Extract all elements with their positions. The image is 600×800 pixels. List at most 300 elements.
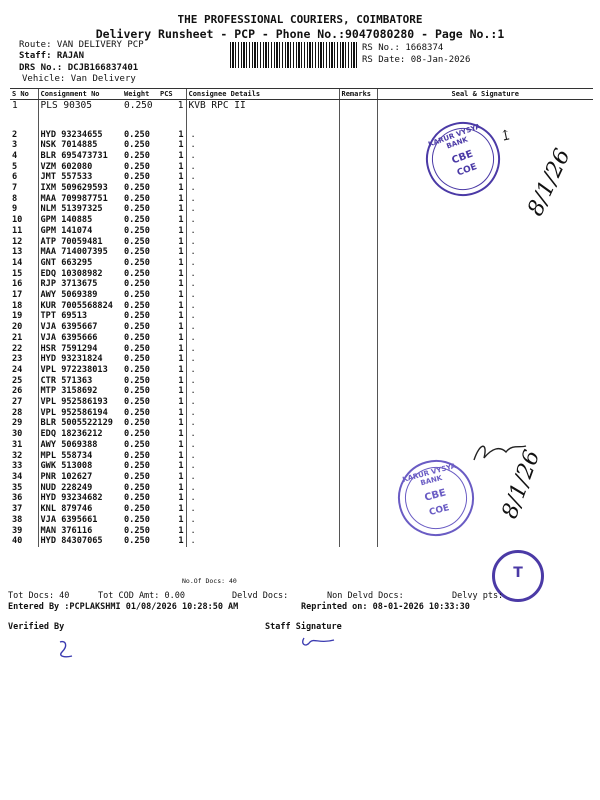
row-pcs: 1 (178, 354, 184, 365)
non-delvd-docs: Non Delvd Docs: (327, 591, 404, 601)
table-row (10, 215, 593, 226)
table-row (10, 247, 593, 258)
row-remarks (339, 386, 377, 397)
row-remarks (339, 204, 377, 215)
row-weight: 0.250 (124, 247, 150, 258)
row-sno: 12 (12, 236, 23, 247)
row-consignment: PLS 90305 (38, 100, 122, 130)
row-sno: 33 (12, 461, 23, 472)
row-consignment: HSR 7591294 (38, 344, 122, 355)
row-pcs: 1 (178, 204, 184, 215)
row-seal (377, 397, 593, 408)
row-remarks (339, 472, 377, 483)
row-sno: 34 (12, 472, 23, 482)
row-consignee: KVB RPC II (186, 100, 339, 130)
row-pcs: 1 (178, 439, 184, 450)
row-pcs: 1 (178, 311, 184, 322)
row-remarks (339, 344, 377, 355)
row-pcs: 1 (178, 472, 184, 482)
row-pcs: 1 (178, 322, 184, 333)
row-consignment: BLR 5005522129 (38, 418, 122, 429)
row-pcs: 1 (178, 429, 184, 440)
row-pcs: 1 (178, 236, 184, 247)
row-weight: 0.250 (124, 193, 150, 204)
bank-stamp-name: KARUR VYSYA BANK (427, 122, 482, 151)
row-pcs: 1 (178, 268, 184, 279)
row-consignee: . (186, 418, 339, 429)
table-row (10, 536, 593, 547)
row-consignment: TPT 69513 (38, 311, 122, 322)
row-seal (377, 204, 593, 215)
row-sno: 13 (12, 247, 23, 258)
row-sno: 10 (12, 215, 23, 226)
row-weight: 0.250 (124, 236, 150, 247)
row-consignment: VPL 952586194 (38, 408, 122, 419)
row-sno: 25 (12, 375, 23, 386)
row-consignment: VPL 972238013 (38, 365, 122, 376)
row-consignee: . (186, 301, 339, 312)
row-seal (377, 322, 593, 333)
table-row (10, 526, 593, 537)
row-consignee: . (186, 290, 339, 301)
row-sno: 29 (12, 418, 23, 429)
table-row (10, 311, 593, 322)
table-row (10, 237, 593, 248)
row-seal (377, 365, 593, 376)
row-consignment: NUD 228249 (38, 483, 122, 494)
row-seal (377, 408, 593, 419)
row-consignee: . (186, 376, 339, 387)
row-consignment: GWK 513008 (38, 461, 122, 472)
row-consignee: . (186, 526, 339, 537)
row-consignee: . (186, 140, 339, 151)
staff-signature-label: Staff Signature (265, 622, 342, 632)
table-row (10, 151, 593, 162)
row-weight: 0.250 (124, 472, 150, 482)
row-sno: 19 (12, 311, 23, 322)
row-weight: 0.250 (124, 418, 150, 429)
row-remarks (339, 526, 377, 537)
bank-stamp-branch: CBE (450, 148, 475, 167)
row-pcs: 1 (178, 193, 184, 204)
row-consignment: KNL 879746 (38, 504, 122, 515)
row-consignment: GPM 141074 (38, 226, 122, 237)
verified-by: Verified By (8, 622, 65, 632)
table-row (10, 418, 593, 429)
table-row (10, 376, 593, 387)
row-weight: 0.250 (124, 300, 150, 311)
row-remarks (339, 408, 377, 419)
row-weight: 0.250 (124, 429, 150, 440)
row-consignment: PNR 102627 (38, 472, 122, 483)
row-sno: 27 (12, 397, 23, 408)
row-sno: 30 (12, 429, 23, 440)
row-sno: 8 (12, 193, 18, 204)
row-pcs: 1 (178, 279, 184, 290)
row-pcs: 1 (178, 450, 184, 461)
row-weight: 0.250 (124, 386, 150, 397)
vehicle-label: Vehicle: Van Delivery (22, 74, 136, 84)
row-sno: 9 (12, 204, 18, 215)
table-row (10, 386, 593, 397)
row-sno: 17 (12, 290, 23, 301)
row-consignee: . (186, 504, 339, 515)
row-consignee: . (186, 194, 339, 205)
row-weight: 0.250 (124, 536, 150, 547)
row-sno: 4 (12, 150, 18, 161)
row-consignee: . (186, 258, 339, 269)
row-seal (377, 279, 593, 290)
row-pcs: 1 (178, 493, 184, 504)
reprinted-on: Reprinted on: 08-01-2026 10:33:30 (301, 602, 470, 612)
row-remarks (339, 269, 377, 280)
row-weight: 0.250 (124, 407, 150, 418)
row-pcs: 1 (178, 364, 184, 375)
row-sno: 16 (12, 279, 23, 290)
row-remarks (339, 194, 377, 205)
drs-number: DRS No.: DCJB166837401 (19, 63, 139, 73)
row-consignment: MAN 376116 (38, 526, 122, 537)
row-seal (377, 269, 593, 280)
row-consignee: . (186, 215, 339, 226)
row-consignee: . (186, 386, 339, 397)
row-consignee: . (186, 204, 339, 215)
row-seal (377, 247, 593, 258)
row-consignee: . (186, 226, 339, 237)
col-sno: S No (10, 89, 38, 100)
row-consignment: NLM 51397325 (38, 204, 122, 215)
row-consignment: MAA 709987751 (38, 194, 122, 205)
handwritten-date-1: 8/1/26 (523, 145, 576, 220)
row-weight: 0.250 (124, 161, 150, 172)
row-pcs: 1 (178, 172, 184, 183)
row-remarks (339, 397, 377, 408)
row-consignee: . (186, 311, 339, 322)
row-pcs: 1 (178, 129, 184, 140)
row-remarks (339, 215, 377, 226)
entered-by: Entered By :PCPLAKSHMI 01/08/2026 10:28:50 AM (8, 602, 239, 612)
row-weight: 0.250 (124, 450, 150, 461)
row-sno: 35 (12, 482, 23, 493)
row-seal (377, 376, 593, 387)
row-remarks (339, 226, 377, 237)
row-seal (377, 226, 593, 237)
row-sno: 39 (12, 525, 23, 536)
row-sno: 28 (12, 407, 23, 418)
row-remarks (339, 440, 377, 451)
row-sno: 40 (12, 536, 23, 547)
row-weight: 0.250 (124, 268, 150, 279)
row-remarks (339, 183, 377, 194)
row-consignment: VJA 6395667 (38, 322, 122, 333)
row-weight: 0.250 (124, 290, 150, 301)
row-consignee: . (186, 183, 339, 194)
row-weight: 0.250 (124, 322, 150, 333)
table-row (10, 183, 593, 194)
row-seal (377, 215, 593, 226)
col-pcs: PCS (158, 89, 186, 100)
row-consignment: AWY 5069389 (38, 290, 122, 301)
row-consignee: . (186, 483, 339, 494)
delvy-pts: Delvy pts: (452, 591, 504, 601)
row-weight: 0.250 (124, 514, 150, 525)
row-pcs: 1 (178, 407, 184, 418)
row-weight: 0.250 (124, 257, 150, 268)
row-weight: 0.250 (124, 354, 150, 365)
table-row (10, 100, 593, 130)
table-row (10, 172, 593, 183)
row-sno: 11 (12, 225, 23, 236)
row-weight: 0.250 (124, 525, 150, 536)
bank-stamp-code: COE (455, 162, 479, 179)
row-seal (377, 237, 593, 248)
row-seal (377, 354, 593, 365)
table-row (10, 365, 593, 376)
row-remarks (339, 429, 377, 440)
table-row (10, 408, 593, 419)
row-sno: 7 (12, 183, 18, 194)
row-sno: 32 (12, 450, 23, 461)
row-pcs: 1 (178, 343, 184, 354)
row-pcs: 1 (178, 300, 184, 311)
row-pcs: 1 (178, 140, 184, 151)
row-consignee: . (186, 269, 339, 280)
no-of-docs: No.Of Docs: 40 (182, 577, 237, 585)
row-pcs: 1 (178, 247, 184, 258)
row-consignee: . (186, 151, 339, 162)
row-consignee: . (186, 493, 339, 504)
route-label: Route: VAN DELIVERY PCP (19, 40, 144, 50)
row-consignment: VZM 602080 (38, 162, 122, 173)
row-weight: 0.250 (124, 461, 150, 472)
row-consignment: MTP 3158692 (38, 386, 122, 397)
table-row (10, 322, 593, 333)
row-remarks (339, 451, 377, 462)
table-row (10, 397, 593, 408)
row-consignment: VJA 6395661 (38, 515, 122, 526)
row-seal (377, 344, 593, 355)
row-pcs: 1 (178, 536, 184, 547)
row-consignee: . (186, 397, 339, 408)
row-weight: 0.250 (124, 172, 150, 183)
row-consignee: . (186, 440, 339, 451)
runsheet-subtitle: Delivery Runsheet - PCP - Phone No.:9047080280 - Page No.:1 (95, 27, 505, 41)
table-row (10, 279, 593, 290)
row-remarks (339, 247, 377, 258)
row-sno: 21 (12, 332, 23, 343)
row-seal (377, 311, 593, 322)
row-seal (377, 290, 593, 301)
rs-date: RS Date: 08-Jan-2026 (362, 55, 471, 65)
row-weight: 0.250 (124, 140, 150, 151)
row-sno: 36 (12, 493, 23, 504)
row-pcs: 1 (178, 225, 184, 236)
row-consignment: HYD 93231824 (38, 354, 122, 365)
row-pcs: 1 (178, 482, 184, 493)
row-consignment: NSK 7014885 (38, 140, 122, 151)
row-consignee: . (186, 461, 339, 472)
rs-number: RS No.: 1668374 (362, 43, 444, 53)
row-sno: 37 (12, 504, 23, 515)
row-consignment: VPL 952586193 (38, 397, 122, 408)
row-consignment: MAA 714007395 (38, 247, 122, 258)
row-weight: 0.250 (124, 482, 150, 493)
row-pcs: 1 (178, 504, 184, 515)
row-weight: 0.250 (124, 150, 150, 161)
row-sno: 26 (12, 386, 23, 397)
row-consignment: JMT 557533 (38, 172, 122, 183)
row-consignee: . (186, 472, 339, 483)
table-row (10, 354, 593, 365)
table-row (10, 333, 593, 344)
table-header-row (10, 89, 593, 100)
row-weight: 0.250 (124, 311, 150, 322)
handwritten-date-2: 8/1/26 (497, 446, 546, 523)
row-pcs: 1 (178, 386, 184, 397)
row-sno: 31 (12, 439, 23, 450)
row-consignment: EDQ 18236212 (38, 429, 122, 440)
row-consignee: . (186, 322, 339, 333)
runsheet-table (10, 88, 593, 547)
row-remarks (339, 418, 377, 429)
row-pcs: 1 (178, 290, 184, 301)
row-consignment: AWY 5069388 (38, 440, 122, 451)
row-consignee: . (186, 365, 339, 376)
table-row (10, 162, 593, 173)
row-pcs: 1 (178, 215, 184, 226)
row-consignee: . (186, 162, 339, 173)
row-sno: 6 (12, 172, 18, 183)
row-pcs: 1 (178, 257, 184, 268)
row-weight: 0.250 (124, 397, 150, 408)
row-remarks (339, 333, 377, 344)
col-weight: Weight (122, 89, 158, 100)
row-weight: 0.250 (124, 504, 150, 515)
row-sno: 1 (12, 100, 18, 111)
row-weight: 0.250 (124, 100, 153, 111)
row-remarks (339, 279, 377, 290)
row-sno: 14 (12, 257, 23, 268)
row-consignment: HYD 84307065 (38, 536, 122, 547)
row-pcs: 1 (178, 375, 184, 386)
table-row (10, 344, 593, 355)
bank-stamp-2-name: KARUR VYSYA BANK (401, 461, 457, 488)
tot-docs: Tot Docs: 40 (8, 591, 70, 601)
row-consignee: . (186, 279, 339, 290)
row-pcs: 1 (178, 332, 184, 343)
barcode (230, 42, 358, 68)
row-consignment: BLR 695473731 (38, 151, 122, 162)
row-remarks (339, 140, 377, 151)
row-weight: 0.250 (124, 204, 150, 215)
row-seal (377, 418, 593, 429)
row-weight: 0.250 (124, 215, 150, 226)
row-consignee: . (186, 237, 339, 248)
row-consignment: RJP 3713675 (38, 279, 122, 290)
row-weight: 0.250 (124, 439, 150, 450)
row-consignee: . (186, 354, 339, 365)
row-weight: 0.250 (124, 375, 150, 386)
row-consignee: . (186, 130, 339, 141)
initials-mark-1: ↥ (498, 126, 514, 146)
row-weight: 0.250 (124, 225, 150, 236)
row-sno: 18 (12, 300, 23, 311)
staff-label: Staff: RAJAN (19, 51, 85, 61)
row-consignment: ATP 70059481 (38, 237, 122, 248)
row-seal (377, 526, 593, 537)
row-consignment: CTR 571363 (38, 376, 122, 387)
row-seal (377, 258, 593, 269)
row-sno: 23 (12, 354, 23, 365)
table-row (10, 290, 593, 301)
row-remarks (339, 301, 377, 312)
row-consignee: . (186, 429, 339, 440)
row-weight: 0.250 (124, 279, 150, 290)
row-consignment: HYD 93234682 (38, 493, 122, 504)
row-consignment: MPL 558734 (38, 451, 122, 462)
row-consignee: . (186, 515, 339, 526)
row-pcs: 1 (178, 161, 184, 172)
row-remarks (339, 365, 377, 376)
row-remarks (339, 151, 377, 162)
bank-stamp-2-code: COE (428, 503, 451, 519)
row-weight: 0.250 (124, 364, 150, 375)
row-pcs: 1 (178, 514, 184, 525)
company-title: THE PROFESSIONAL COURIERS, COIMBATORE (177, 13, 423, 26)
row-consignee: . (186, 451, 339, 462)
row-consignee: . (186, 333, 339, 344)
verifier-signature (52, 638, 82, 662)
row-remarks (339, 376, 377, 387)
col-remarks: Remarks (339, 89, 377, 100)
row-remarks (339, 162, 377, 173)
row-pcs: 1 (178, 525, 184, 536)
row-sno: 2 (12, 129, 18, 140)
row-remarks (339, 483, 377, 494)
row-consignee: . (186, 247, 339, 258)
row-seal (377, 301, 593, 312)
row-remarks (339, 536, 377, 547)
row-weight: 0.250 (124, 493, 150, 504)
table-row (10, 226, 593, 237)
row-consignment: VJA 6395666 (38, 333, 122, 344)
row-remarks (339, 461, 377, 472)
delvd-docs: Delvd Docs: (232, 591, 289, 601)
table-row (10, 194, 593, 205)
row-remarks (339, 237, 377, 248)
table-row (10, 204, 593, 215)
row-seal (377, 536, 593, 547)
stamp-3-text: T (513, 565, 523, 581)
row-consignment: GNT 663295 (38, 258, 122, 269)
table-row (10, 301, 593, 312)
row-pcs: 1 (178, 418, 184, 429)
table-row (10, 472, 593, 483)
row-sno: 38 (12, 514, 23, 525)
row-consignee: . (186, 172, 339, 183)
row-pcs: 1 (178, 150, 184, 161)
row-remarks (339, 172, 377, 183)
row-pcs: 1 (178, 183, 184, 194)
row-sno: 15 (12, 268, 23, 279)
row-weight: 0.250 (124, 343, 150, 354)
col-consignment: Consignment No (38, 89, 122, 100)
row-seal (377, 386, 593, 397)
row-consignment: GPM 140885 (38, 215, 122, 226)
row-consignee: . (186, 408, 339, 419)
bank-stamp-2-branch: CBE (423, 487, 448, 504)
row-remarks (339, 130, 377, 141)
